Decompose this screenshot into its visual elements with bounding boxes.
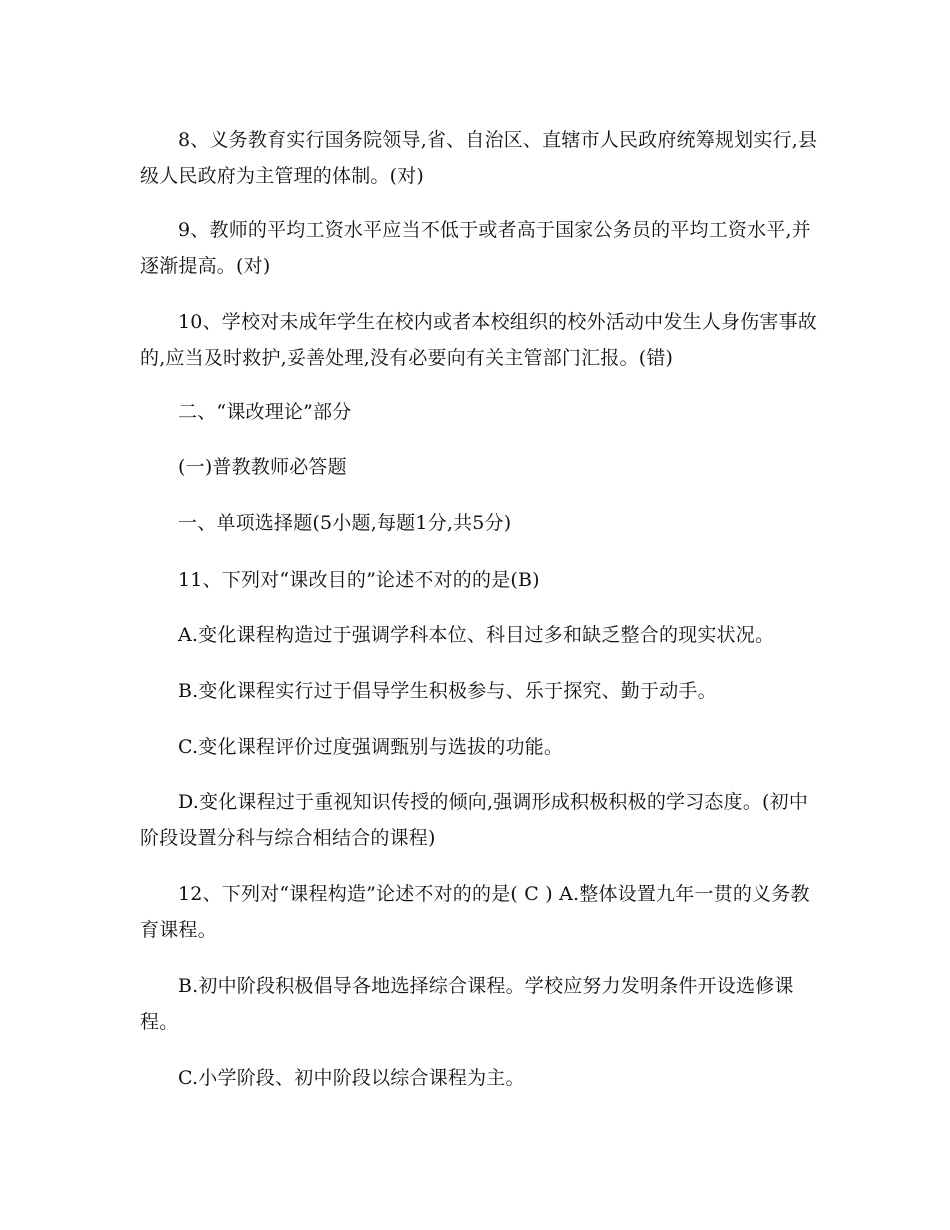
question-12-option-c: C.小学阶段、初中阶段以综合课程为主。 [178,1067,525,1089]
paragraph-item-10: 10、学校对未成年学生在校内或者本校组织的校外活动中发生人身伤害事故的,应当及时救护,妥善处理,没有必要向有关主管部门汇报。(错) [140,311,817,369]
question-12-option-b: B.初中阶段积极倡导各地选择综合课程。学校应努力发明条件开设选修课程。 [140,975,794,1033]
question-11-option-d: D.变化课程过于重视知识传授的倾向,强调形成积极积极的学习态度。(初中阶段设置分科与综合相结合的课程) [140,791,809,849]
question-11-option-c: C.变化课程评价过度强调甄别与选拔的功能。 [178,736,564,758]
question-type-heading: 一、单项选择题(5小题,每题1分,共5分) [178,512,512,534]
subsection-heading: (一)普教教师必答题 [178,456,347,478]
question-11-option-a: A.变化课程构造过于强调学科本位、科目过多和缺乏整合的现实状况。 [178,624,775,646]
paragraph-item-8: 8、义务教育实行国务院领导,省、自治区、直辖市人民政府统筹规划实行,县级人民政府为主管理的体制。(对) [140,129,818,187]
question-11: 11、下列对“课改目的”论述不对的的是(B) [178,569,540,591]
question-12: 12、下列对“课程构造”论述不对的的是( C ) A.整体设置九年一贯的义务教育课程。 [140,883,810,941]
paragraph-item-9: 9、教师的平均工资水平应当不低于或者高于国家公务员的平均工资水平,并逐渐提高。(对) [140,219,811,277]
question-11-option-b: B.变化课程实行过于倡导学生积极参与、乐于探究、勤于动手。 [178,680,717,702]
section-heading-curriculum-theory: 二、“课改理论”部分 [178,401,352,423]
